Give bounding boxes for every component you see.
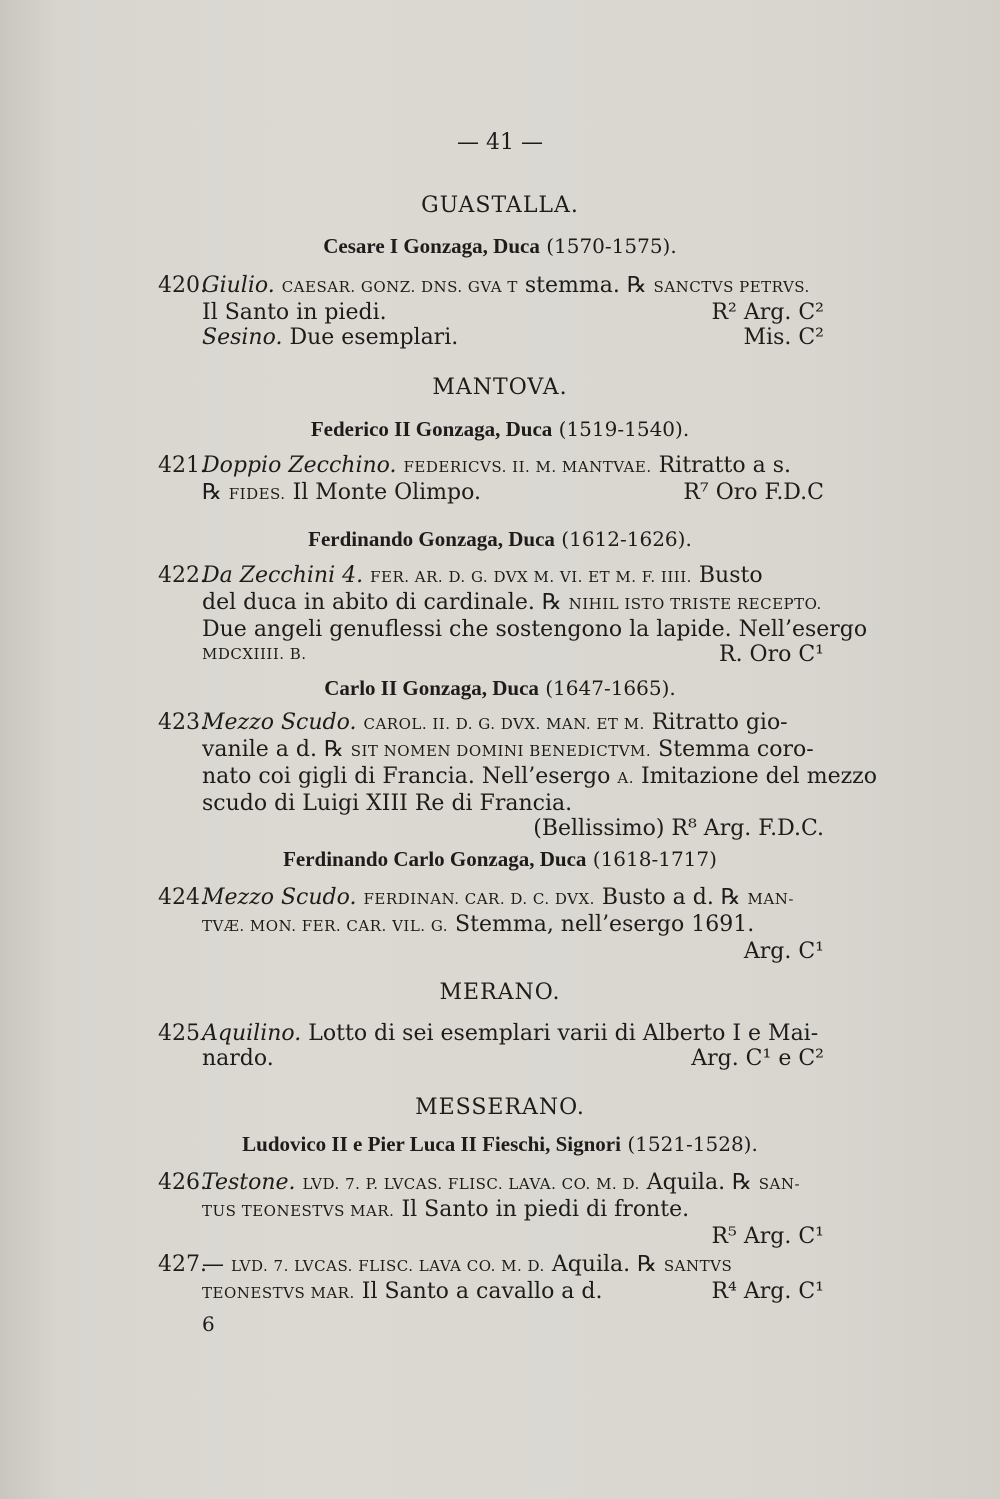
ditto-dash: — bbox=[202, 1252, 224, 1277]
entry-line bbox=[202, 325, 824, 350]
coin-type: Testone. bbox=[202, 1170, 296, 1195]
entry-line bbox=[202, 453, 824, 480]
coin-type: Giulio. bbox=[202, 273, 275, 298]
description-text: Imitazione del mezzo bbox=[640, 764, 878, 789]
section-heading-guastalla: GUASTALLA. bbox=[421, 193, 579, 218]
legend-text: MAN- bbox=[747, 890, 794, 908]
entry-420 bbox=[158, 273, 824, 350]
entry-number: 420. bbox=[158, 273, 207, 298]
entry-number: 424. bbox=[158, 885, 207, 910]
entry-line bbox=[202, 273, 824, 300]
section-heading-messerano: MESSERANO. bbox=[415, 1095, 585, 1120]
description-text: Stemma coro- bbox=[658, 737, 814, 762]
legend-text: FER. AR. D. G. DVX M. VI. ET M. F. IIII. bbox=[370, 568, 692, 586]
entry-number: 426. bbox=[158, 1170, 207, 1195]
legend-text: LVD. 7. P. LVCAS. FLISC. LAVA. CO. M. D. bbox=[302, 1175, 640, 1193]
description-text: Il Santo a cavallo a d. bbox=[361, 1279, 603, 1304]
description-text: Busto bbox=[698, 563, 763, 588]
entry-line: Due angeli genuflessi che sostengono la lapide. Nell’esergo bbox=[202, 617, 868, 642]
description-text: Aquila. ℞ bbox=[551, 1252, 657, 1277]
ruler-heading-ludovico bbox=[0, 1132, 1000, 1157]
ruler-name: Ferdinando Carlo Gonzaga, Duca bbox=[283, 847, 587, 871]
coin-type: Sesino. bbox=[202, 325, 283, 350]
entry-line bbox=[202, 590, 824, 617]
entry-line bbox=[202, 642, 824, 667]
entry-number: 425. bbox=[158, 1021, 207, 1046]
rarity-grade: R⁷ Oro F.D.C bbox=[683, 480, 824, 505]
coin-type: Doppio Zecchino. bbox=[202, 453, 397, 478]
legend-text: CAROL. II. D. G. DVX. MAN. ET M. bbox=[363, 715, 645, 733]
ruler-dates: (1570-1575). bbox=[546, 234, 677, 258]
rarity-grade: R⁵ Arg. C¹ bbox=[711, 1224, 824, 1249]
description-text: Aquila. ℞ bbox=[646, 1170, 752, 1195]
ruler-name: Federico II Gonzaga, Duca bbox=[310, 417, 553, 441]
legend-text: NIHIL ISTO TRISTE RECEPTO. bbox=[568, 595, 822, 613]
rarity-grade: Arg. C¹ e C² bbox=[691, 1046, 824, 1071]
entry-line bbox=[202, 1170, 824, 1197]
description-text: Il Monte Olimpo. bbox=[292, 480, 481, 505]
entry-line bbox=[202, 737, 824, 764]
entry-line bbox=[202, 300, 824, 325]
description-text: Il Santo in piedi di fronte. bbox=[401, 1197, 690, 1222]
description-text: Il Santo in piedi. bbox=[202, 300, 387, 325]
ruler-name: Carlo II Gonzaga, Duca bbox=[324, 676, 539, 700]
section-heading-merano: MERANO. bbox=[439, 980, 561, 1005]
legend-text: LVD. 7. LVCAS. FLISC. LAVA CO. M. D. bbox=[231, 1257, 545, 1275]
description-text: stemma. ℞ bbox=[524, 273, 647, 298]
description-text: Due esemplari. bbox=[289, 325, 459, 350]
legend-text: FEDERICVS. II. M. MANTVAE. bbox=[403, 458, 652, 476]
legend-text: TEONESTVS MAR. bbox=[202, 1284, 355, 1302]
coin-type: Aquilino. bbox=[202, 1021, 302, 1046]
description-text: vanile a d. ℞ bbox=[202, 737, 344, 762]
description-text: nato coi gigli di Francia. Nell’esergo bbox=[202, 764, 611, 789]
reverse-mark: ℞ bbox=[202, 480, 222, 505]
rarity-grade: R. Oro C¹ bbox=[719, 642, 824, 667]
entry-line bbox=[202, 885, 824, 912]
ruler-dates: (1618-1717) bbox=[592, 847, 717, 871]
entry-line bbox=[202, 480, 824, 507]
entry-line bbox=[202, 1197, 824, 1224]
entry-421 bbox=[158, 453, 824, 507]
entry-line: scudo di Luigi XIII Re di Francia. bbox=[202, 791, 573, 816]
description-text: Lotto di sei esemplari varii di Alberto I e Mai- bbox=[308, 1021, 819, 1046]
legend-text: CAESAR. GONZ. DNS. GVA T bbox=[281, 278, 518, 296]
description-text: Ritratto a s. bbox=[658, 453, 791, 478]
ruler-name: Cesare I Gonzaga, Duca bbox=[323, 234, 540, 258]
entry-425 bbox=[158, 1021, 824, 1071]
entry-422 bbox=[158, 563, 868, 667]
ruler-dates: (1647-1665). bbox=[545, 676, 676, 700]
rarity-grade: Arg. C¹ bbox=[743, 939, 824, 964]
entry-426 bbox=[158, 1170, 824, 1249]
entry-line bbox=[202, 764, 878, 791]
coin-type: Mezzo Scudo. bbox=[202, 885, 357, 910]
entry-423 bbox=[158, 710, 878, 841]
ruler-heading-cesare bbox=[0, 234, 1000, 259]
entry-number: 422. bbox=[158, 563, 207, 588]
legend-text: FERDINAN. CAR. D. C. DVX. bbox=[363, 890, 595, 908]
legend-text: SIT NOMEN DOMINI BENEDICTVM. bbox=[350, 742, 652, 760]
legend-text: TVÆ. MON. FER. CAR. VIL. G. bbox=[202, 917, 449, 935]
description-text: Ritratto gio- bbox=[651, 710, 788, 735]
entry-line bbox=[202, 912, 824, 939]
rarity-grade: R⁴ Arg. C¹ bbox=[711, 1279, 824, 1304]
ruler-name: Ferdinando Gonzaga, Duca bbox=[308, 527, 555, 551]
ruler-dates: (1612-1626). bbox=[561, 527, 692, 551]
description-text: Stemma, nell’esergo 1691. bbox=[455, 912, 755, 937]
legend-text: TUS TEONESTVS MAR. bbox=[202, 1202, 395, 1220]
description-text: Busto a d. ℞ bbox=[601, 885, 741, 910]
rarity-grade: (Bellissimo) R⁸ Arg. F.D.C. bbox=[533, 816, 824, 841]
ruler-heading-federico bbox=[0, 417, 1000, 442]
ruler-name: Ludovico II e Pier Luca II Fieschi, Signori bbox=[242, 1132, 621, 1156]
legend-text: SANTVS bbox=[663, 1257, 733, 1275]
coin-type: Da Zecchini 4. bbox=[202, 563, 364, 588]
entry-line bbox=[202, 1021, 824, 1046]
ruler-dates: (1519-1540). bbox=[558, 417, 690, 441]
signature-mark: 6 bbox=[202, 1312, 215, 1336]
legend-text: SAN- bbox=[758, 1175, 801, 1193]
entry-line bbox=[202, 1046, 824, 1071]
page-number: — 41 — bbox=[457, 130, 543, 155]
rarity-grade: R² Arg. C² bbox=[711, 300, 824, 325]
section-heading-mantova: MANTOVA. bbox=[432, 375, 568, 400]
ruler-heading-ferdinando bbox=[0, 527, 1000, 552]
ruler-heading-carlo bbox=[0, 676, 1000, 701]
entry-number: 421. bbox=[158, 453, 207, 478]
entry-number: 427. bbox=[158, 1252, 207, 1277]
entry-line bbox=[202, 710, 824, 737]
description-text: del duca in abito di cardinale. ℞ bbox=[202, 590, 562, 615]
legend-text: MDCXIIII. B. bbox=[202, 645, 307, 663]
description-text: nardo. bbox=[202, 1046, 274, 1071]
entry-424 bbox=[158, 885, 824, 964]
rarity-grade: Mis. C² bbox=[743, 325, 824, 350]
coin-type: Mezzo Scudo. bbox=[202, 710, 357, 735]
entry-line bbox=[202, 1252, 824, 1279]
legend-text: FIDES. bbox=[228, 485, 286, 503]
entry-number: 423. bbox=[158, 710, 207, 735]
ruler-dates: (1521-1528). bbox=[627, 1132, 758, 1156]
ruler-heading-ferdinando-carlo bbox=[0, 847, 1000, 872]
entry-line bbox=[202, 1279, 824, 1306]
legend-text: SANCTVS PETRVS. bbox=[653, 278, 810, 296]
legend-text: A. bbox=[617, 769, 634, 787]
entry-line bbox=[202, 563, 824, 590]
entry-427 bbox=[158, 1252, 824, 1306]
